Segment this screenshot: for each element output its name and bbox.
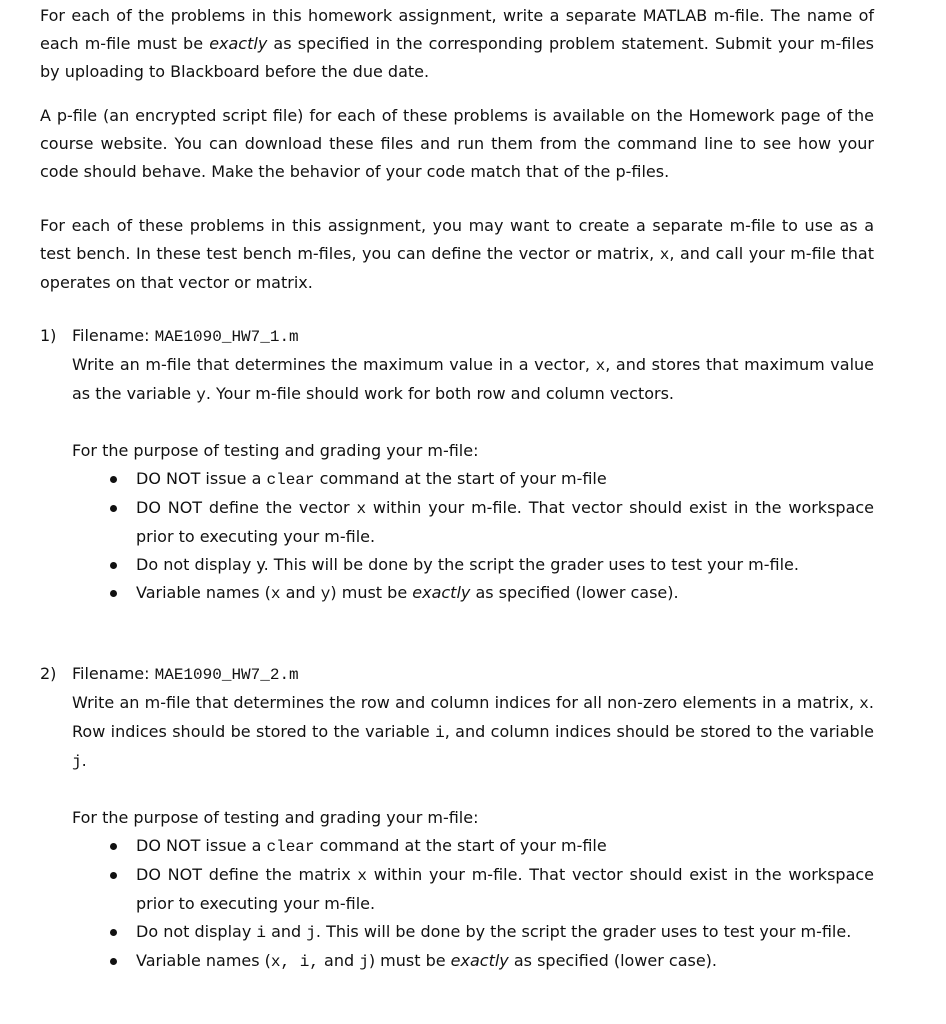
problem-1-number: 1) <box>40 326 57 345</box>
intro-paragraph-1: For each of the problems in this homework assignment, write a separate MATLAB m-file. The name of each m-file must be exactly as specified in the corresponding problem statement. Submit your m-files by uploading to Blackboard before the due date. <box>40 6 874 81</box>
problem-1 <box>40 322 874 608</box>
problem-2-number: 2) <box>40 664 57 683</box>
problem-2-filename-line: 2) Filename: MAE1090_HW7_2.m <box>40 660 874 689</box>
bullet-icon <box>110 958 117 965</box>
list-item: DO NOT define the vector x within your m-file. That vector should exist in the workspace prior to executing your m-file. <box>72 494 874 551</box>
problem-1-testing-heading: For the purpose of testing and grading your m-file: <box>72 441 479 460</box>
problem-2-description: Write an m-file that determines the row and column indices for all non-zero elements in a matrix, x. Row indices should be stored to the variable i, and column indices should be stored to the variable j. <box>72 693 874 771</box>
list-item: Do not display i and j. This will be done by the script the grader uses to test your m-file. <box>72 918 874 947</box>
bullet-icon <box>110 590 117 597</box>
bullet-icon <box>110 843 117 850</box>
bullet-icon <box>110 929 117 936</box>
list-item: Variable names (x, i, and j) must be exactly as specified (lower case). <box>72 947 874 976</box>
bullet-icon <box>110 505 117 512</box>
intro-paragraph-3: For each of these problems in this assignment, you may want to create a separate m-file to use as a test bench. In these test bench m-files, you can define the vector or matrix, x, and call your m-file that operates on that vector or matrix. <box>40 216 874 292</box>
problem-1-filename: MAE1090_HW7_1.m <box>154 328 299 346</box>
problem-1-description: Write an m-file that determines the maximum value in a vector, x, and stores that maximum value as the variable y. Your m-file should work for both row and column vectors. <box>72 355 875 404</box>
intro-paragraph-2: A p-file (an encrypted script file) for each of these problems is available on the Homework page of the course website. You can download these files and run them from the command line to see how your code should behave. Make the behavior of your code match that of the p-files. <box>40 106 874 181</box>
list-item: Variable names (x and y) must be exactly as specified (lower case). <box>72 579 874 608</box>
list-item: DO NOT define the matrix x within your m-file. That vector should exist in the workspace prior to executing your m-file. <box>72 861 874 918</box>
problem-2-rules-list <box>40 832 874 976</box>
bullet-icon <box>110 562 117 569</box>
problem-1-filename-line: 1) Filename: MAE1090_HW7_1.m <box>40 322 874 351</box>
problem-2-filename: MAE1090_HW7_2.m <box>154 666 299 684</box>
list-item: DO NOT issue a clear command at the start of your m-file <box>72 465 874 494</box>
bullet-icon <box>110 872 117 879</box>
problem-2 <box>40 660 874 976</box>
problem-2-testing-heading: For the purpose of testing and grading your m-file: <box>72 808 479 827</box>
list-item: Do not display y. This will be done by the script the grader uses to test your m-file. <box>72 551 874 579</box>
list-item: DO NOT issue a clear command at the start of your m-file <box>72 832 874 861</box>
bullet-icon <box>110 476 117 483</box>
problem-1-rules-list <box>40 465 874 608</box>
